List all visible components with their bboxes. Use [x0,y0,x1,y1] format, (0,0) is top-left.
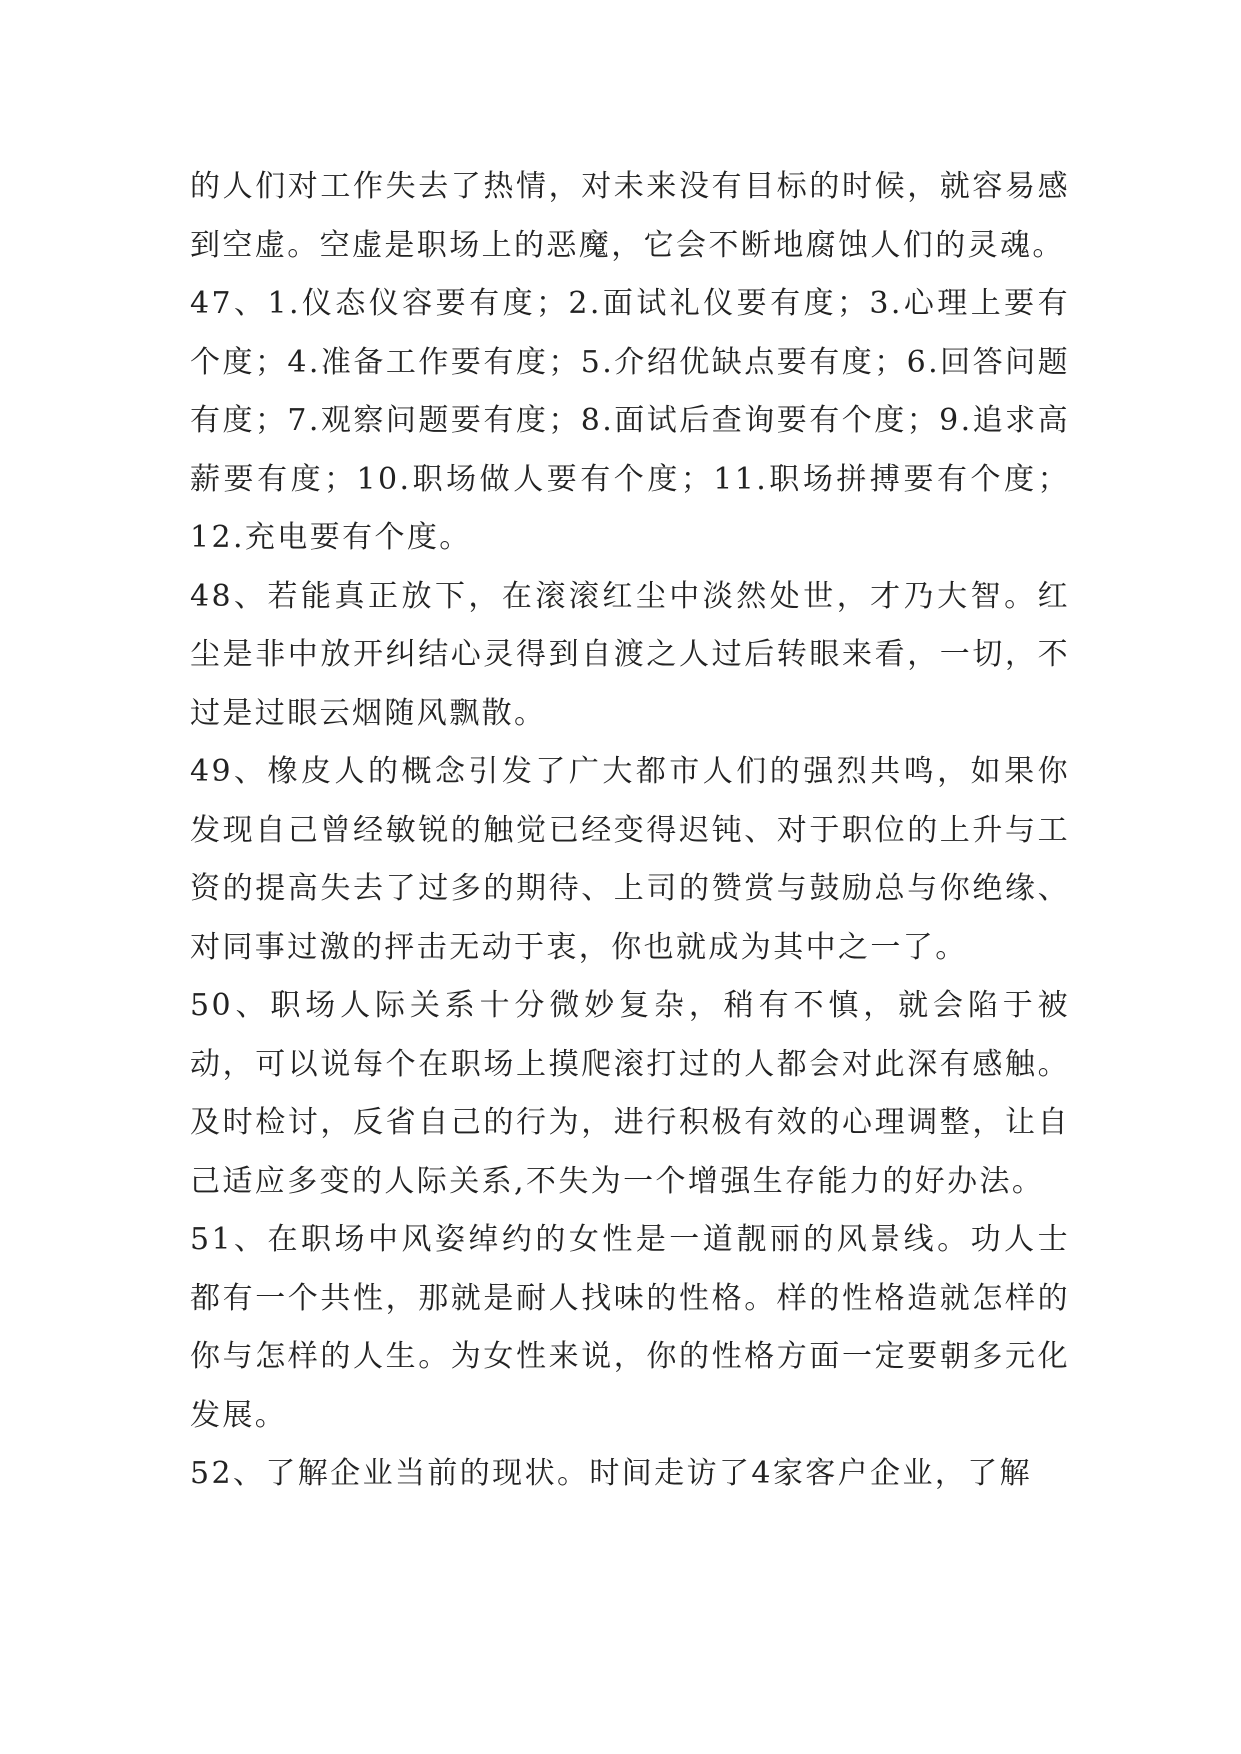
paragraph-item-48: 48、若能真正放下，在滚滚红尘中淡然处世，才乃大智。红尘是非中放开纠结心灵得到自渡之人过后转眼来看，一切，不过是过眼云烟随风飘散。 [190,578,1070,731]
document-page [190,158,1070,1504]
paragraph-item-51: 51、在职场中风姿绰约的女性是一道靓丽的风景线。功人士都有一个共性，那就是耐人找味的性格。样的性格造就怎样的你与怎样的人生。为女性来说，你的性格方面一定要朝多元化发展。 [190,1222,1070,1433]
paragraph-continuation: 的人们对工作失去了热情，对未来没有目标的时候，就容易感到空虚。空虚是职场上的恶魔，它会不断地腐蚀人们的灵魂。 [190,169,1070,263]
paragraph-item-49: 49、橡皮人的概念引发了广大都市人们的强烈共鸣，如果你发现自己曾经敏锐的触觉已经变得迟钝、对于职位的上升与工资的提高失去了过多的期待、上司的赞赏与鼓励总与你绝缘、对同事过激的抨击无动于衷，你也就成为其中之一了。 [190,754,1070,965]
paragraph-item-52: 52、了解企业当前的现状。时间走访了4家客户企业，了解 [190,1456,1033,1491]
paragraph-item-50: 50、职场人际关系十分微妙复杂，稍有不慎，就会陷于被动，可以说每个在职场上摸爬滚打过的人都会对此深有感触。及时检讨，反省自己的行为，进行积极有效的心理调整，让自己适应多变的人际关系,不失为一个增强生存能力的好办法。 [190,988,1070,1199]
paragraph-item-47: 47、1.仪态仪容要有度；2.面试礼仪要有度；3.心理上要有个度；4.准备工作要有度；5.介绍优缺点要有度；6.回答问题有度；7.观察问题要有度；8.面试后查询要有个度；9.追求高薪要有度；10.职场做人要有个度；11.职场拼搏要有个度；12.充电要有个度。 [190,286,1070,555]
